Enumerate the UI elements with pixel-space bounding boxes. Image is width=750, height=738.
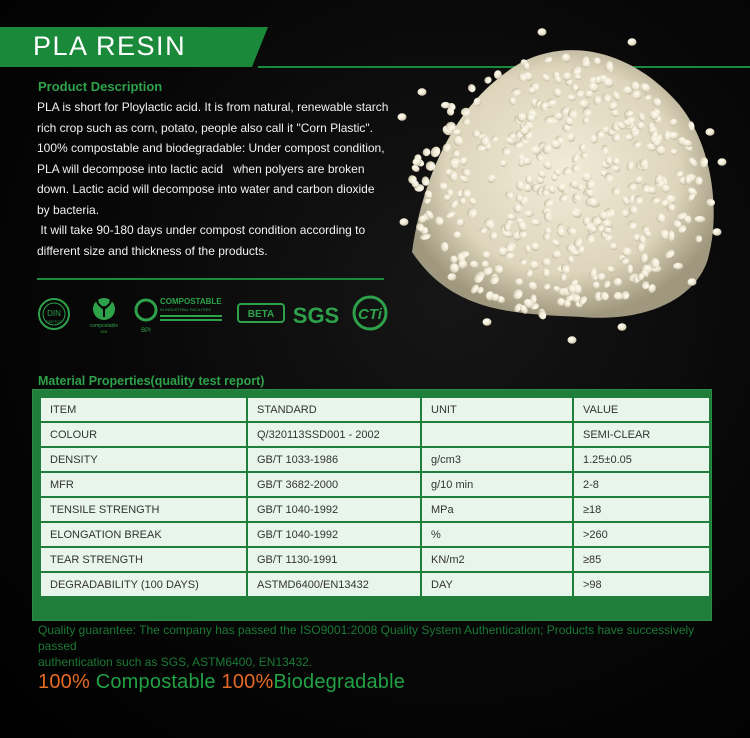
tagline-word: Compostable — [95, 671, 216, 693]
properties-heading: Material Properties(quality test report) — [38, 374, 265, 388]
svg-text:SGS: SGS — [292, 303, 340, 328]
table-cell: ASTMD6400/EN13432 — [247, 572, 421, 597]
table-row — [40, 472, 710, 497]
table-cell: ≥85 — [573, 547, 710, 572]
description-line: different size and thickness of the products. — [37, 243, 268, 258]
svg-text:BETA: BETA — [247, 309, 275, 320]
description-line: It will take 90-180 days under compost condition according to — [37, 223, 366, 237]
table-row — [40, 422, 710, 447]
description-line: PLA will decompose into lactic acid when polyers are broken — [37, 161, 365, 176]
description-line: 100% compostable and biodegradable: Under compost condition, — [37, 141, 385, 155]
column-header: VALUE — [573, 397, 710, 422]
table-cell: MPa — [421, 497, 573, 522]
svg-text:IN INDUSTRIAL FACILITIES: IN INDUSTRIAL FACILITIES — [160, 307, 211, 312]
table-cell: ≥18 — [573, 497, 710, 522]
svg-text:compostable: compostable — [89, 323, 119, 329]
table-cell: MFR — [40, 472, 247, 497]
tagline-word: Biodegradable — [273, 671, 406, 693]
table-cell: >98 — [573, 572, 710, 597]
description-line: rich crop such as corn, potato, people also call it "Corn Plastic". — [37, 120, 374, 135]
table-cell: 1.25±0.05 — [573, 447, 710, 472]
table-cell: 2-8 — [573, 472, 710, 497]
table-cell: g/10 min — [421, 472, 573, 497]
properties-table — [39, 396, 711, 598]
table-cell: GB/T 1130-1991 — [247, 547, 421, 572]
description-line: down. Lactic acid will decompose into water and carbon dioxide — [37, 182, 375, 196]
description-line: by bacteria. — [37, 202, 100, 217]
table-cell: >260 — [573, 522, 710, 547]
table-row — [40, 497, 710, 522]
description-line: PLA is short for Ploylactic acid. It is from natural, renewable starch — [37, 100, 389, 114]
table-row — [40, 572, 710, 597]
svg-text:DIN: DIN — [47, 309, 61, 318]
table-cell: COLOUR — [40, 422, 247, 447]
table-cell: GB/T 1040-1992 — [247, 497, 421, 522]
table-cell: g/cm3 — [421, 447, 573, 472]
column-header: STANDARD — [247, 397, 421, 422]
guarantee-line: authentication such as SGS, ASTM6400, EN13432. — [38, 655, 313, 669]
description-heading: Product Description — [38, 79, 163, 94]
table-cell: TEAR STRENGTH — [40, 547, 247, 572]
description-body — [37, 97, 397, 261]
table-cell: KN/m2 — [421, 547, 573, 572]
svg-text:CERTCO: CERTCO — [45, 319, 63, 324]
table-header-row — [40, 397, 710, 422]
table-cell: ELONGATION BREAK — [40, 522, 247, 547]
svg-text:CTi: CTi — [358, 306, 382, 323]
table-cell: % — [421, 522, 573, 547]
table-cell: GB/T 1040-1992 — [247, 522, 421, 547]
column-header: UNIT — [421, 397, 573, 422]
table-cell: GB/T 1033-1986 — [247, 447, 421, 472]
beta-logo — [238, 304, 284, 322]
table-cell: GB/T 3682-2000 — [247, 472, 421, 497]
table-cell — [421, 422, 573, 447]
description-divider — [37, 278, 384, 280]
quality-guarantee — [38, 622, 718, 670]
table-cell: DEGRADABILITY (100 DAYS) — [40, 572, 247, 597]
table-cell: TENSILE STRENGTH — [40, 497, 247, 522]
table-row — [40, 522, 710, 547]
cti-logo — [354, 297, 386, 329]
table-cell: SEMI-CLEAR — [573, 422, 710, 447]
column-header: ITEM — [40, 397, 247, 422]
certification-logos — [38, 292, 398, 336]
pla-pellets-image — [392, 22, 732, 352]
svg-text:BPI: BPI — [141, 328, 151, 334]
bpi-compostable-logo — [136, 297, 222, 334]
svg-text:DIN: DIN — [100, 329, 108, 334]
guarantee-line: Quality guarantee: The company has passed the ISO9001:2008 Quality System Authentication; Products have successively passed — [38, 623, 695, 653]
compostable-seedling-logo — [90, 298, 119, 334]
page-title: PLA RESIN — [33, 31, 187, 61]
tagline-percent: 100% — [38, 671, 90, 693]
sgs-logo — [293, 303, 339, 328]
table-cell: DAY — [421, 572, 573, 597]
din-certco-logo — [39, 299, 69, 329]
tagline-percent: 100% — [221, 671, 274, 693]
table-cell: DENSITY — [40, 447, 247, 472]
svg-text:COMPOSTABLE: COMPOSTABLE — [160, 297, 222, 306]
table-row — [40, 547, 710, 572]
tagline — [38, 671, 405, 694]
table-cell: Q/320113SSD001 - 2002 — [247, 422, 421, 447]
table-row — [40, 447, 710, 472]
